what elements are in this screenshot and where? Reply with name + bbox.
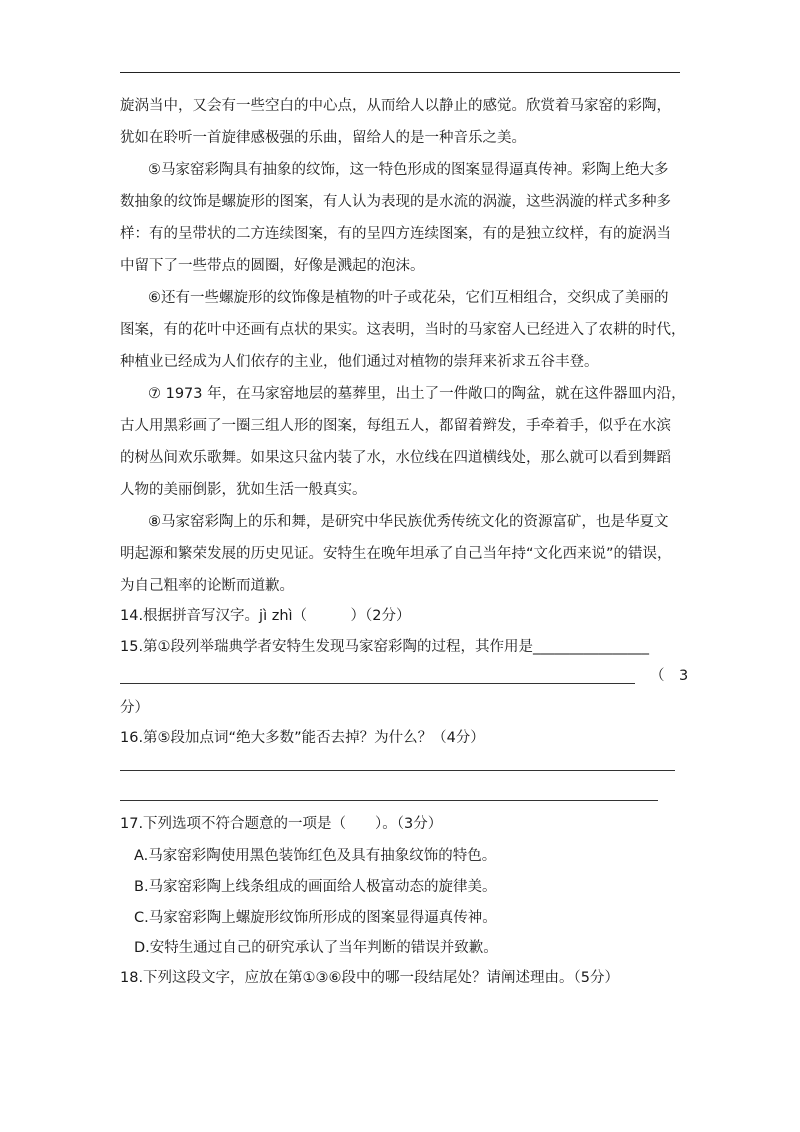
question-14: 14.根据拼音写汉字。jì zhì（ ）（2分） [120,608,411,624]
paragraph-8-line: 为自己粗率的论断而道歉。 [120,578,294,594]
option-c: C.马家窑彩陶上螺旋形纹饰所形成的图案显得逼真传神。 [134,910,497,926]
paragraph-7-line: 人物的美丽倒影，犹如生活一般真实。 [120,482,367,498]
question-16: 16.第⑤段加点词“绝大多数”能否去掉？为什么？（4分） [120,730,485,746]
paragraph-7-line: 古人用黑彩画了一圈三组人形的图案，每组五人，都留着辫发，手牵着手，似乎在水滨 [120,418,671,434]
paragraph-6-line: ⑥还有一些螺旋形的纹饰像是植物的叶子或花朵，它们互相组合，交织成了美丽的 [148,290,669,306]
question-15-score: （ 3 [650,668,689,684]
paragraph-7-line: ⑦ 1973 年，在马家窑地层的墓葬里，出土了一件敞口的陶盆，就在这件器皿内沿， [148,386,686,402]
option-a: A.马家窑彩陶使用黑色装饰红色及具有抽象纹饰的特色。 [134,848,497,864]
paragraph-6-line: 图案，有的花叶中还画有点状的果实。这表明，当时的马家窑人已经进入了农耕的时代， [120,322,686,338]
header-rule [120,72,680,73]
answer-line-16[interactable] [120,770,675,771]
option-d: D.安特生通过自己的研究承认了当年判断的错误并致歉。 [134,940,498,956]
answer-line-15[interactable] [120,683,635,684]
question-15: 15.第①段列举瑞典学者安特生发现马家窑彩陶的过程，其作用是________________ [120,639,650,655]
paragraph-5-line: 样：有的呈带状的二方连续图案，有的呈四方连续图案，有的是独立纹样，有的旋涡当 [120,226,671,242]
paragraph-5-line: ⑤马家窑彩陶具有抽象的纹饰，这一特色形成的图案显得逼真传神。彩陶上绝大多 [148,162,669,178]
option-b: B.马家窑彩陶上线条组成的画面给人极富动态的旋律美。 [134,879,497,895]
question-18: 18.下列这段文字，应放在第①③⑥段中的哪一段结尾处？请阐述理由。（5分） [120,970,620,986]
answer-line-16[interactable] [120,800,658,801]
paragraph-6-line: 种植业已经成为人们依存的主业，他们通过对植物的崇拜来祈求五谷丰登。 [120,354,599,370]
paragraph-5-line: 数抽象的纹饰是螺旋形的图案，有人认为表现的是水流的涡漩，这些涡漩的样式多种多 [120,194,671,210]
passage-line: 旋涡当中，又会有一些空白的中心点，从而给人以静止的感觉。欣赏着马家窑的彩陶， [120,98,671,114]
paragraph-7-line: 的树丛间欢乐歌舞。如果这只盆内装了水，水位线在四道横线处，那么就可以看到舞蹈 [120,450,671,466]
paragraph-8-line: ⑧马家窑彩陶上的乐和舞，是研究中华民族优秀传统文化的资源富矿，也是华夏文 [148,514,669,530]
question-15-score-cont: 分） [120,700,149,716]
question-17: 17.下列选项不符合题意的一项是（ ）。（3分） [120,816,443,832]
passage-line: 犹如在聆听一首旋律感极强的乐曲，留给人的是一种音乐之美。 [120,130,526,146]
paragraph-8-line: 明起源和繁荣发展的历史见证。安特生在晚年坦承了自己当年持“文化西来说”的错误， [120,546,672,562]
paragraph-5-line: 中留下了一些带点的圆圈，好像是溅起的泡沫。 [120,258,425,274]
